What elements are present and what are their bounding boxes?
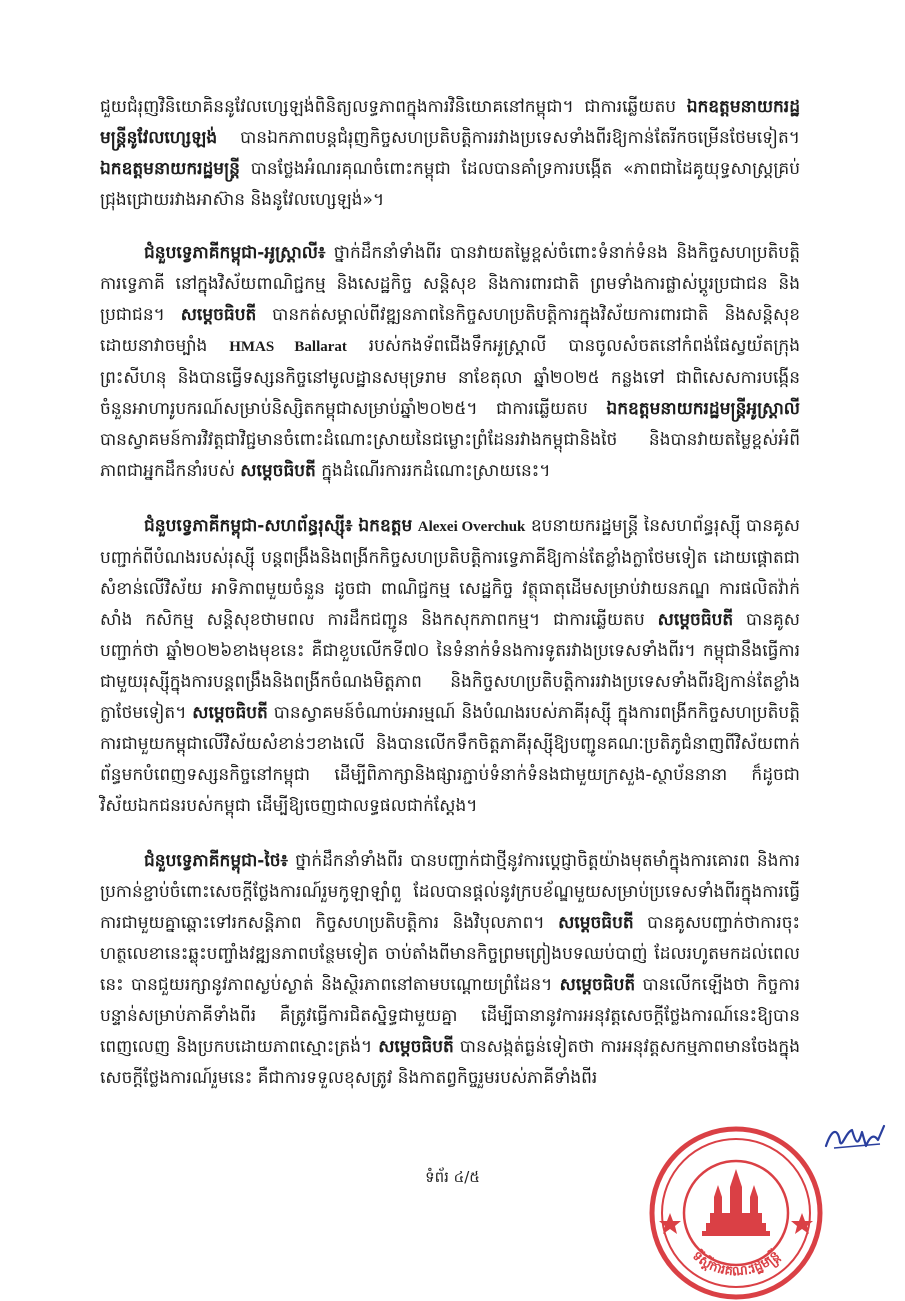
paragraph-2 (100, 238, 800, 487)
text-segment: HMAS Ballarat (229, 339, 347, 355)
text-segment: បានឯកភាពបន្តជំរុញកិច្ចសហប្រតិបត្តិការរវាងប្រទេសទាំងពីរឱ្យកាន់តែរីកចម្រើនថែមទៀត។ (217, 128, 800, 148)
text-segment: បានស្វាគមន៍ការវិវត្តជាវិជ្ជមានចំពោះដំណោះស្រាយនៃជម្លោះព្រំដែនរវាងកម្ពុជានិងថៃ និងបានវាយតម្លៃខ្ពស់អំពីភាពជាអ្នកដឹកនាំរបស់ (100, 430, 800, 481)
bold-text-segment: សម្តេចធិបតី (378, 1037, 454, 1057)
bold-text-segment: ជំនួបទ្វេភាគីកម្ពុជា-ថៃ៖ (144, 851, 289, 871)
official-seal (648, 1125, 824, 1301)
text-segment: ថ្នាក់ដឹកនាំទាំងពីរ បានវាយតម្លៃខ្ពស់ចំពោះទំនាក់ទំនង និងកិច្ចសហប្រតិបត្តិការទ្វេភាគី នៅក្នុងវិស័យពាណិជ្ជកម្ម និងសេដ្ឋកិច្ច សន្តិសុខ និងការពារជាតិ ព្រមទាំងការផ្លាស់ប្តូរប្រជាជន និងប្រជាជន។ (100, 243, 800, 325)
signature-underline (834, 1144, 880, 1148)
page-number: ទំព័រ ៤/៥ (425, 1168, 480, 1186)
text-segment: ក្នុងដំណើរការរកដំណោះស្រាយនេះ។ (315, 461, 551, 481)
signature-stroke (826, 1126, 884, 1146)
seal-bottom-text: ទីស្តីការគណៈរដ្ឋមន្ត្រី (689, 1248, 783, 1280)
bold-text-segment: សម្តេចធិបតី (180, 305, 257, 325)
bold-text-segment: ឯកឧត្តមនាយករដ្ឋមន្ត្រីនូវែលហ្សេឡង់ (100, 97, 800, 148)
bold-text-segment: ជំនួបទ្វេភាគីកម្ពុជា-សហព័ន្ធរុស្ស៊ី៖ ឯកឧត្តម (144, 516, 413, 536)
signature-mark (820, 1118, 890, 1158)
document-body (100, 92, 800, 1118)
paragraph-4 (100, 846, 800, 1094)
text-segment: បានកត់សម្គាល់ពីវឌ្ឍនភាពនៃកិច្ចសហប្រតិបត្តិការក្នុងវិស័យការពារជាតិ និងសន្តិសុខ ដោយនាវាចម្បាំង (100, 305, 800, 356)
bold-text-segment: សម្តេចធិបតី (192, 703, 268, 723)
text-segment: បានលើកឡើងថា កិច្ចការបន្ទាន់សម្រាប់ភាគីទាំងពីរ គឺត្រូវធ្វើការជិតស្និទ្ធជាមួយគ្នា ដើម្បីធានានូវការអនុវត្តសេចក្តីថ្លែងការណ៍នេះឱ្យបានពេញលេញ និងប្រកបដោយភាពស្មោះត្រង់។ (100, 975, 800, 1057)
bold-text-segment: សម្តេចធិបតី (240, 461, 316, 481)
text-segment: បានគូសបញ្ជាក់ថា ឆ្នាំ២០២៦ខាងមុខនេះ គឺជាខួបលើកទី៧០ នៃទំនាក់ទំនងការទូតរវាងប្រទេសទាំងពីរ។ កម្ពុជានឹងធ្វើការជាមួយរុស្ស៊ីក្នុងការបន្តពង្រឹងនិងពង្រីកចំណងមិត្តភាព និងកិច្ចសហប្រតិបត្តិការរវាងប្រទេសទាំងពីរឱ្យកាន់តែខ្លាំងក្លាថែមទៀត។ (100, 610, 800, 723)
paragraph-1 (100, 92, 800, 216)
bold-text-segment: ឯកឧត្តមនាយករដ្ឋមន្ត្រី (100, 159, 240, 179)
seal-temple-emblem (702, 1169, 770, 1236)
text-segment: បានគូសបញ្ជាក់ថាការចុះហត្ថលេខានេះឆ្លុះបញ្ចាំងវឌ្ឍនភាពបន្ថែមទៀត ចាប់តាំងពីមានកិច្ចព្រមព្រៀងបទឈប់បាញ់ ដែលរហូតមកដល់ពេលនេះ បានជួយរក្សានូវភាពស្ងប់ស្ងាត់ និងស្ថិរភាពនៅតាមបណ្តោយព្រំដែន។ (100, 913, 800, 995)
bold-text-segment: សម្តេចធិបតី (657, 610, 734, 630)
text-segment: ជួយជំរុញវិនិយោគិននូវែលហ្សេឡង់ពិនិត្យលទ្ធភាពក្នុងការវិនិយោគនៅកម្ពុជា។ ជាការឆ្លើយតប (100, 97, 687, 117)
bold-text-segment: Alexei Overchuk (417, 519, 526, 535)
text-segment: ឧបនាយករដ្ឋមន្ត្រី នៃសហព័ន្ធរុស្ស៊ី បានគូសបញ្ជាក់ពីបំណងរបស់រុស្ស៊ី បន្តពង្រឹងនិងពង្រីកកិច្ចសហប្រតិបត្តិការទ្វេភាគីឱ្យកាន់តែខ្លាំងក្លាថែមទៀត ដោយផ្តោតជាសំខាន់លើវិស័យ អាទិភាពមួយចំនួន ដូចជា ពាណិជ្ជកម្ម សេដ្ឋកិច្ច វត្ថុធាតុដើមសម្រាប់វាយនភណ្ឌ ការផលិតវ៉ាក់សាំង កសិកម្ម សន្តិសុខថាមពល ការដឹកជញ្ជូន និងកសុកភាពកម្ម។ ជាការឆ្លើយតប (100, 516, 800, 630)
bold-text-segment: សម្តេចធិបតី (559, 975, 636, 995)
text-segment: ថ្នាក់ដឹកនាំទាំងពីរ បានបញ្ជាក់ជាថ្មីនូវការប្តេជ្ញាចិត្តយ៉ាងមុតមាំក្នុងការគោរព និងការប្រកាន់ខ្ជាប់ចំពោះសេចក្តីថ្លែងការណ៍រួមកូឡាឡាំពួ ដែលបានផ្តល់នូវក្របខ័ណ្ឌមួយសម្រាប់ប្រទេសទាំងពីរក្នុងការធ្វើការជាមួយគ្នាឆ្ពោះទៅរកសន្តិភាព កិច្ចសហប្រតិបត្តិការ និងវិបុលភាព។ (100, 851, 800, 933)
bold-text-segment: ជំនួបទ្វេភាគីកម្ពុជា-អូស្ត្រាលី៖ (144, 243, 326, 263)
bold-text-segment: ឯកឧត្តមនាយករដ្ឋមន្ត្រីអូស្ត្រាលី (606, 399, 800, 419)
paragraph-3 (100, 511, 800, 822)
text-segment: របស់កងទ័ពជើងទឹកអូស្ត្រាលី បានចូលសំចតនៅកំពង់ផែស្វយ័តក្រុងព្រះសីហនុ និងបានធ្វើទស្សនកិច្ចនៅមូលដ្ឋានសមុទ្ររាម នាខែតុលា ឆ្នាំ២០២៥ កន្លងទៅ ជាពិសេសការបង្កើនចំនួនអាហារូបករណ៍សម្រាប់និស្សិតកម្ពុជាសម្រាប់ឆ្នាំ២០២៥។ ជាការឆ្លើយតប (100, 336, 800, 419)
text-segment: បានសង្កត់ធ្ងន់ទៀតថា ការអនុវត្តសកម្មភាពមានចែងក្នុងសេចក្តីថ្លែងការណ៍រួមនេះ គឺជាការទទួលខុសត្រូវ និងកាតព្វកិច្ចរួមរបស់ភាគីទាំងពីរ (100, 1037, 800, 1088)
text-segment: បានស្វាគមន៍ចំណាប់អារម្មណ៍ និងបំណងរបស់ភាគីរុស្ស៊ី ក្នុងការពង្រីកកិច្ចសហប្រតិបត្តិការជាមួយកម្ពុជាលើវិស័យសំខាន់ៗខាងលើ និងបានលើកទឹកចិត្តភាគីរុស្ស៊ីឱ្យបញ្ជូនគណៈប្រតិភូជំនាញពីវិស័យពាក់ព័ន្ធមកបំពេញទស្សនកិច្ចនៅកម្ពុជា ដើម្បីពិភាក្សានិងផ្សារភ្ជាប់ទំនាក់ទំនងជាមួយក្រសួង-ស្ថាប័ននានា ក៏ដូចជា វិស័យឯកជនរបស់កម្ពុជា ដើម្បីឱ្យចេញជាលទ្ធផលជាក់ស្តែង។ (100, 703, 800, 816)
bold-text-segment: សម្តេចធិបតី (558, 913, 634, 933)
text-segment: បានថ្លែងអំណរគុណចំពោះកម្ពុជា ដែលបានគាំទ្រការបង្កើត «ភាពជាដៃគូយុទ្ធសាស្ត្រគ្រប់ជ្រុងជ្រោយរវាងអាស៊ាន និងនូវែលហ្សេឡង់»។ (100, 159, 800, 210)
